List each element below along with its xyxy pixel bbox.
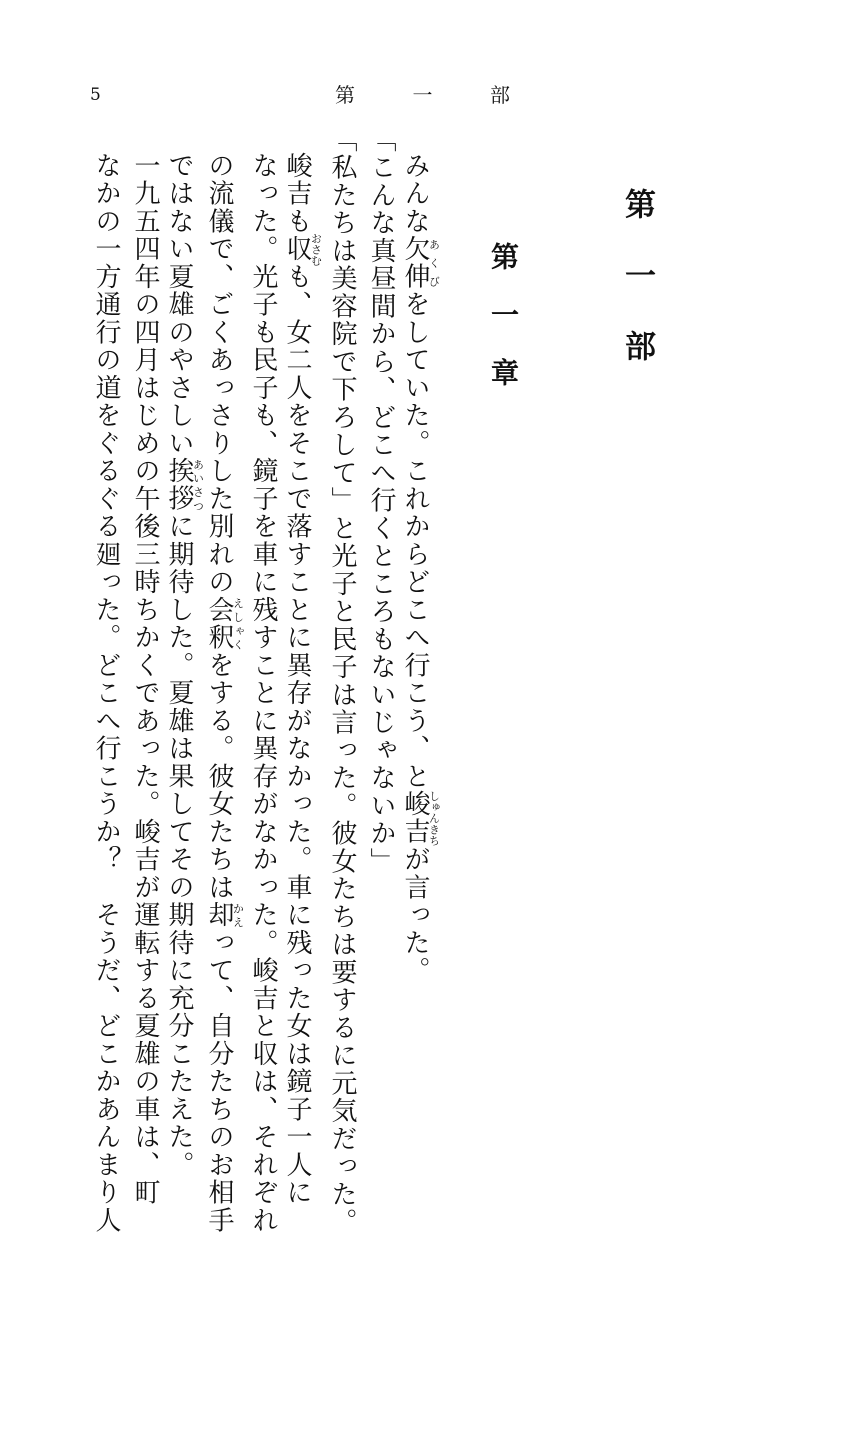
ruby-word: 峻吉しゅんきち — [400, 790, 441, 846]
body-line — [204, 0, 244, 1350]
text-segment: なった。光子も民子も、鏡子を車に残すことに異存がなかった。峻吉と収は、それぞれ — [248, 152, 278, 1235]
text-segment: をする。彼女たちは — [204, 651, 234, 902]
text-segment: 「こんな真昼間から、どこへ行くところもないじゃないか」 — [366, 126, 396, 876]
body-line — [164, 0, 204, 1350]
ruby-word: 会釈えしゃく — [204, 596, 245, 652]
body-line — [400, 0, 440, 1350]
body-line — [322, 0, 362, 1324]
part-title: 第一部 — [619, 188, 655, 401]
chapter-title: 第一章 — [487, 242, 520, 416]
text-segment: ではない夏雄のやさしい — [164, 152, 194, 458]
text-segment: の流儀で、ごくあっさりした別れの — [204, 152, 234, 596]
body-line — [125, 0, 165, 1350]
text-segment: 「私たちは美容院で下ろして」と光子と民子は言った。彼女たちは要するに元気だった。 — [327, 126, 357, 1236]
running-head-char: 一 — [412, 83, 433, 107]
running-head-char: 第 — [335, 83, 355, 107]
ruby-reading: しゅんきち — [427, 790, 441, 846]
body-line — [282, 0, 322, 1350]
ruby-reading: おさむ — [309, 232, 323, 266]
ruby-reading: えしゃく — [231, 596, 245, 652]
text-segment: みんな — [400, 152, 430, 236]
ruby-reading: あいさつ — [191, 457, 205, 513]
ruby-word: 収おさむ — [282, 232, 323, 266]
body-line — [361, 0, 401, 1324]
text-segment: が言った。 — [400, 845, 430, 985]
body-line — [243, 0, 283, 1350]
ruby-reading: あくび — [427, 235, 441, 291]
text-segment: 峻吉も — [282, 152, 312, 236]
text-segment: も、女二人をそこで落すことに異存がなかった。車に残った女は鏡子一人に — [282, 263, 312, 1207]
text-segment: 一九五四年の四月はじめの午後三時ちかくであった。峻吉が運転する夏雄の車は、町 — [130, 152, 160, 1207]
ruby-word: 却かえ — [204, 901, 245, 929]
text-segment: って、自分たちのお相手 — [204, 929, 234, 1235]
text-segment: をしていた。これからどこへ行こう、と — [400, 290, 430, 791]
text-segment: なかの一方通行の道をぐるぐる廻った。どこへ行こうか？ そうだ、どこかあんまり人 — [91, 152, 121, 1235]
page-number: 5 — [90, 85, 101, 105]
ruby-word: 挨拶あいさつ — [164, 457, 205, 513]
running-head-char: 部 — [490, 83, 510, 107]
body-line — [86, 0, 126, 1350]
ruby-word: 欠伸あくび — [400, 235, 441, 291]
ruby-reading: かえ — [231, 901, 245, 929]
text-segment: に期待した。夏雄は果してその期待に充分こたえた。 — [164, 512, 194, 1179]
